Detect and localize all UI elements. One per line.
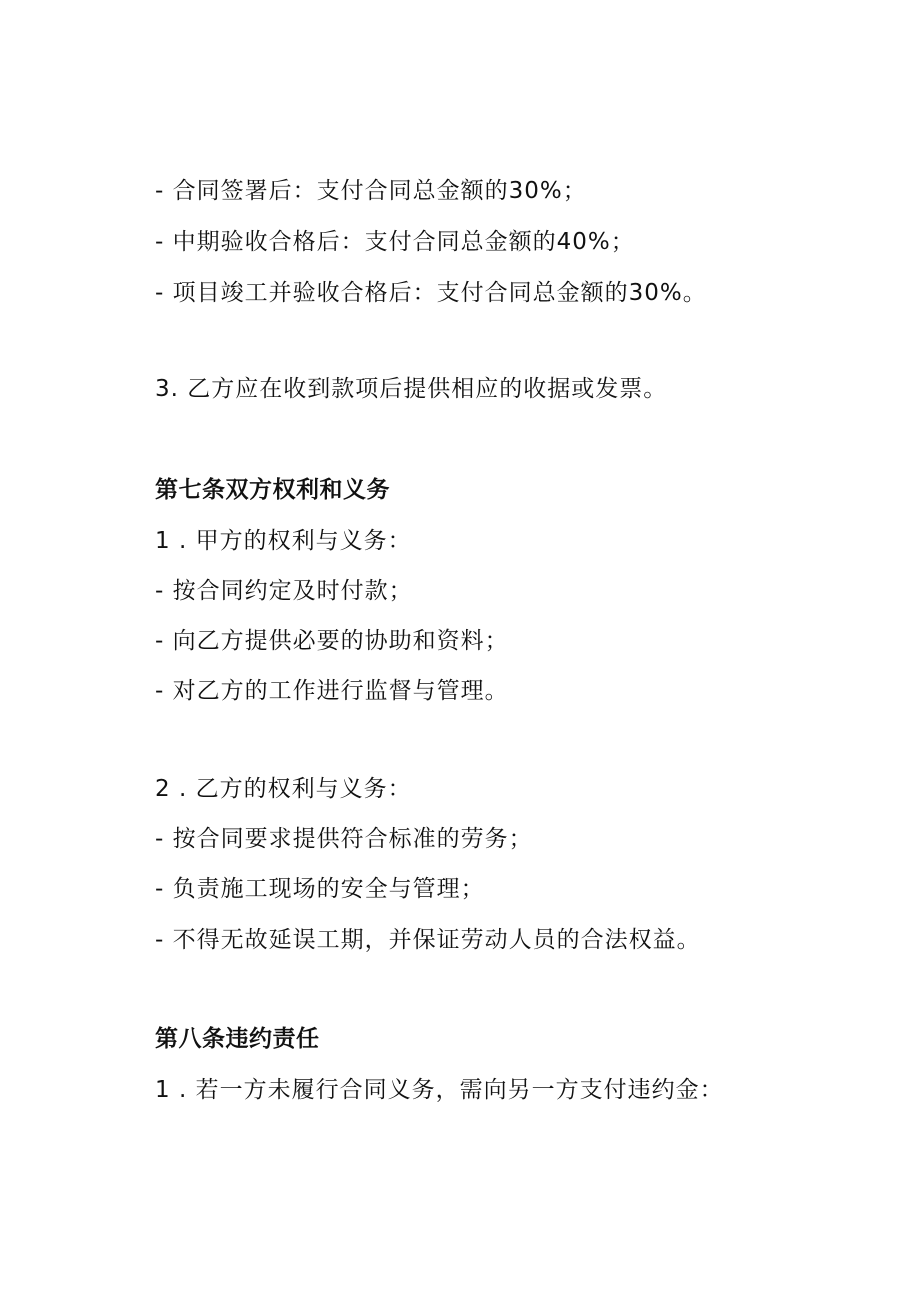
article-8-title: 第八条违约责任 (155, 1026, 320, 1052)
clause-receipt: 3. 乙方应在收到款项后提供相应的收据或发票。 (155, 376, 668, 402)
payment-item-completion: - 项目竣工并验收合格后：支付合同总金额的30%。 (155, 280, 707, 306)
party-b-item: - 按合同要求提供符合标准的劳务； (155, 826, 533, 852)
party-b-heading: 2 . 乙方的权利与义务： (155, 776, 412, 802)
article-7-title: 第七条双方权利和义务 (155, 477, 390, 503)
party-b-item: - 负责施工现场的安全与管理； (155, 876, 485, 902)
payment-item-midterm: - 中期验收合格后：支付合同总金额的40%； (155, 229, 635, 255)
party-a-item: - 按合同约定及时付款； (155, 578, 413, 604)
party-a-heading: 1 . 甲方的权利与义务： (155, 528, 412, 554)
payment-item-signing: - 合同签署后：支付合同总金额的30%； (155, 178, 587, 204)
party-a-item: - 对乙方的工作进行监督与管理。 (155, 678, 509, 704)
party-a-item: - 向乙方提供必要的协助和资料； (155, 628, 509, 654)
article-8-clause-1: 1 . 若一方未履行合同义务，需向另一方支付违约金： (155, 1077, 724, 1103)
party-b-item: - 不得无故延误工期，并保证劳动人员的合法权益。 (155, 927, 701, 953)
